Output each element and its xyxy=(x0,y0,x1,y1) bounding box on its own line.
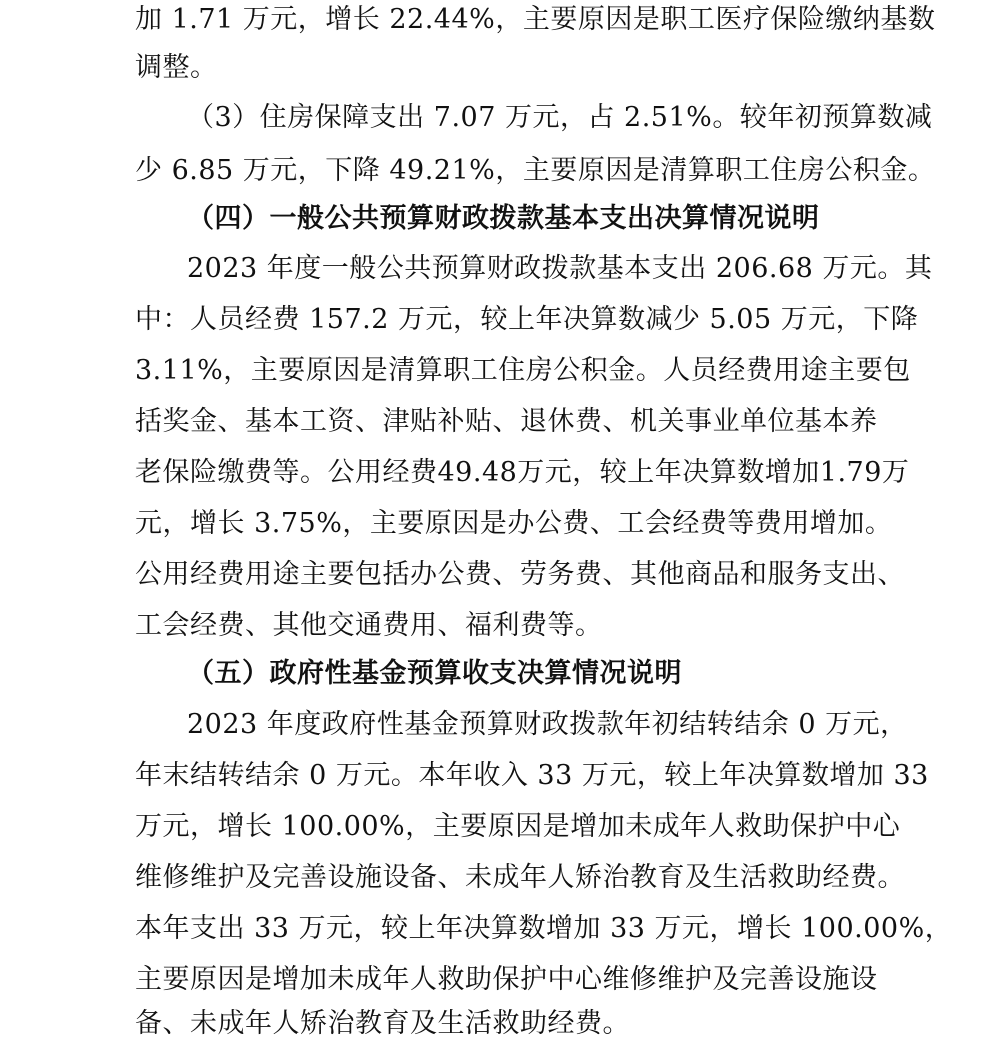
text-line: 工会经费、其他交通费用、福利费等。 xyxy=(135,610,603,641)
text-line: 2023 年度政府性基金预算财政拨款年初结转结余 0 万元， xyxy=(187,709,908,740)
text-line: 主要原因是增加未成年人救助保护中心维修维护及完善设施设 xyxy=(135,964,878,995)
section-heading: （五）政府性基金预算收支决算情况说明 xyxy=(187,658,682,689)
text-line: 维修维护及完善设施设备、未成年人矫治教育及生活救助经费。 xyxy=(135,862,905,893)
text-line: 调整。 xyxy=(135,52,218,83)
text-line: （3）住房保障支出 7.07 万元，占 2.51%。较年初预算数减 xyxy=(187,102,933,133)
text-line: 公用经费用途主要包括办公费、劳务费、其他商品和服务支出、 xyxy=(135,559,905,590)
text-line: 加 1.71 万元，增长 22.44%，主要原因是职工医疗保险缴纳基数 xyxy=(135,4,936,35)
text-line: 2023 年度一般公共预算财政拨款基本支出 206.68 万元。其 xyxy=(187,253,933,284)
text-line: 括奖金、基本工资、津贴补贴、退休费、机关事业单位基本养 xyxy=(135,406,878,437)
text-line: 备、未成年人矫治教育及生活救助经费。 xyxy=(135,1008,630,1039)
text-line: 少 6.85 万元，下降 49.21%，主要原因是清算职工住房公积金。 xyxy=(135,155,936,186)
text-line: 3.11%，主要原因是清算职工住房公积金。人员经费用途主要包 xyxy=(135,355,911,386)
text-line: 中：人员经费 157.2 万元，较上年决算数减少 5.05 万元，下降 xyxy=(135,304,919,335)
text-line: 老保险缴费等。公用经费49.48万元，较上年决算数增加1.79万 xyxy=(135,457,910,488)
text-line: 元，增长 3.75%，主要原因是办公费、工会经费等费用增加。 xyxy=(135,508,893,539)
text-line: 年末结转结余 0 万元。本年收入 33 万元，较上年决算数增加 33 xyxy=(135,760,929,791)
section-heading: （四）一般公共预算财政拨款基本支出决算情况说明 xyxy=(187,203,820,234)
text-line: 本年支出 33 万元，较上年决算数增加 33 万元，增长 100.00%， xyxy=(135,913,953,944)
text-line: 万元，增长 100.00%，主要原因是增加未成年人救助保护中心 xyxy=(135,811,901,842)
